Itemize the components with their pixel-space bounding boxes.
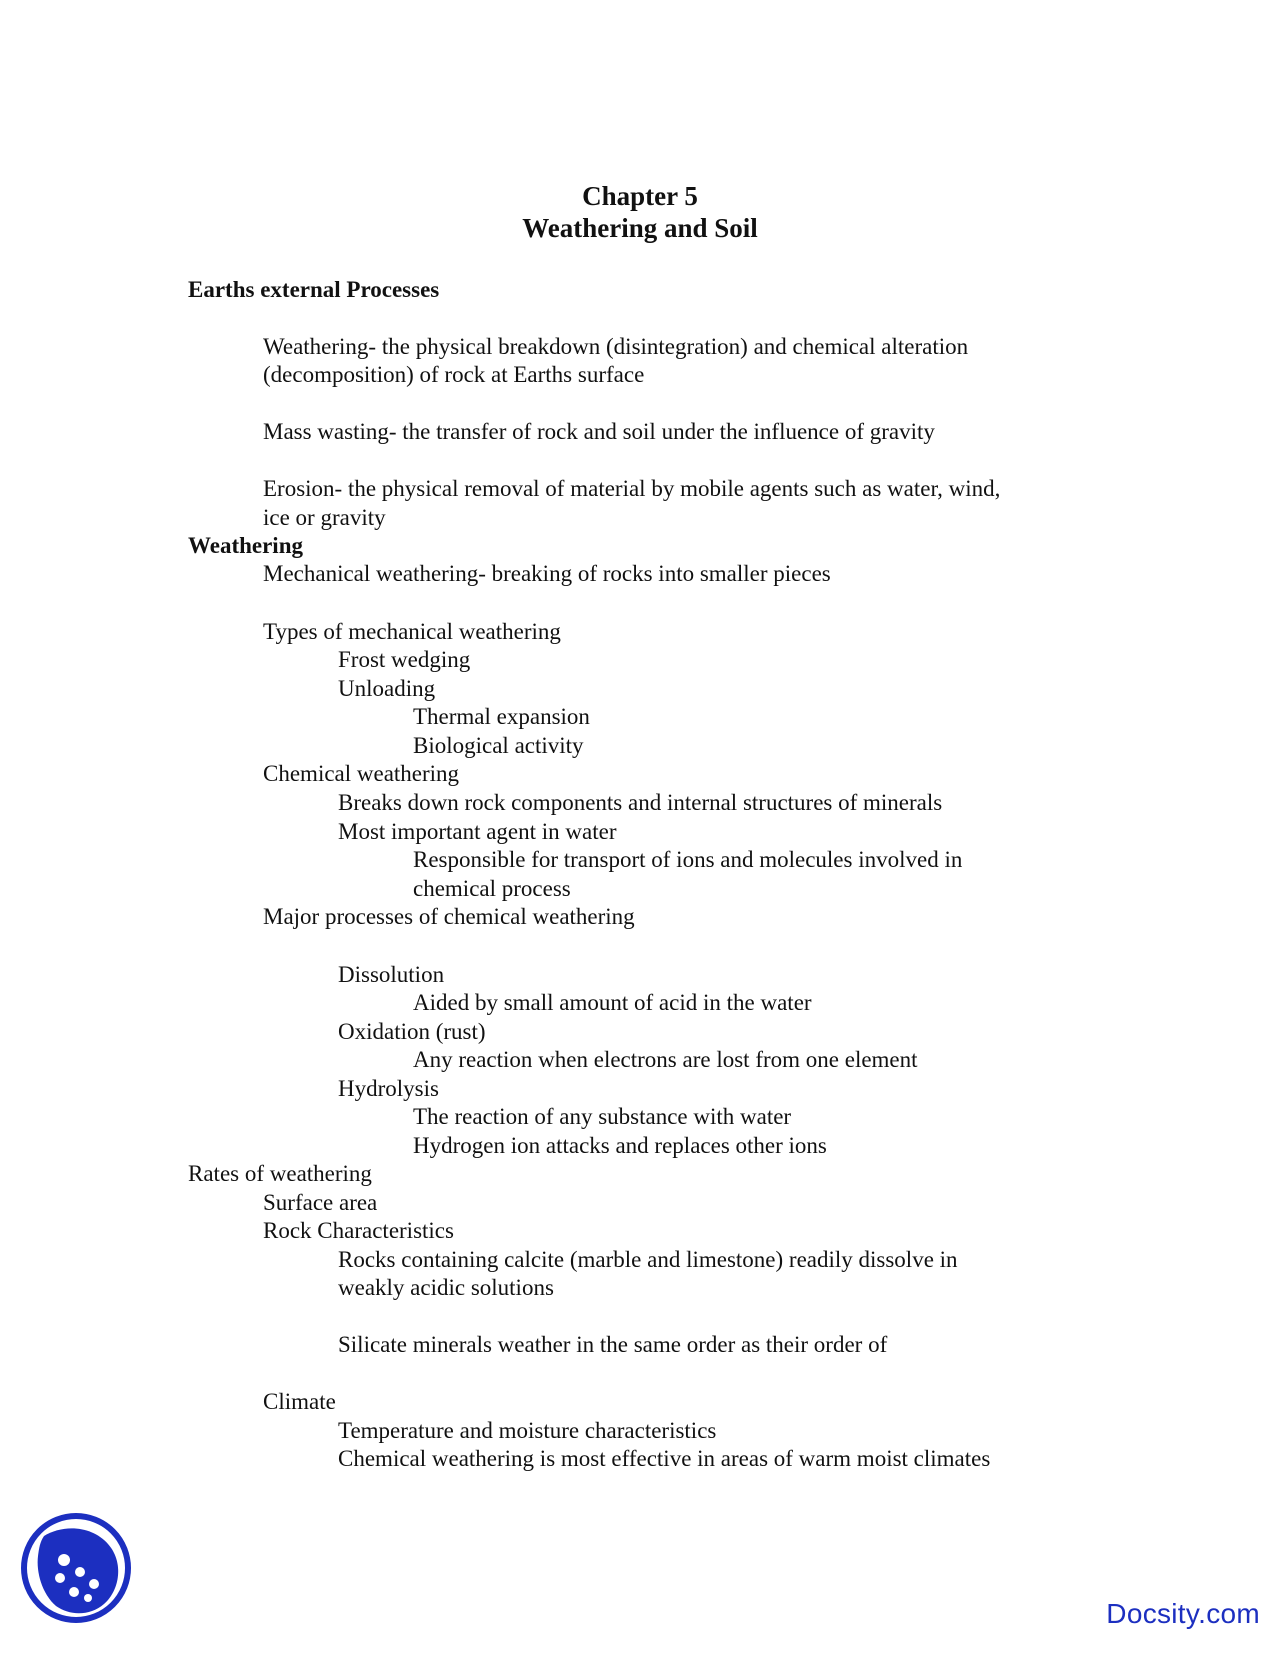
text-line: ice or gravity [263, 505, 386, 530]
section-heading: Weathering [188, 533, 303, 558]
text-line: Most important agent in water [338, 819, 617, 844]
chapter-heading: Chapter 5 [582, 181, 698, 211]
text-line: Chemical weathering [263, 761, 460, 786]
text-line: Frost wedging [338, 647, 471, 672]
section-heading: Earths external Processes [188, 277, 440, 302]
text-line: weakly acidic solutions [338, 1275, 554, 1300]
chapter-title: Weathering and Soil [522, 213, 758, 243]
docsity-logo-icon[interactable] [20, 1512, 132, 1624]
text-line: Rates of weathering [188, 1161, 372, 1186]
text-line: Major processes of chemical weathering [263, 904, 635, 929]
text-line: Unloading [338, 676, 436, 701]
text-line: Any reaction when electrons are lost from one element [413, 1047, 918, 1072]
text-line: (decomposition) of rock at Earths surface [263, 362, 645, 387]
text-line: Chemical weathering is most effective in areas of warm moist climates [338, 1446, 991, 1471]
text-line: Erosion- the physical removal of material by mobile agents such as water, wind, [263, 476, 1001, 501]
text-line: Silicate minerals weather in the same order as their order of [338, 1332, 888, 1357]
text-line: Dissolution [338, 962, 445, 987]
text-line: Mechanical weathering- breaking of rocks into smaller pieces [263, 561, 831, 586]
text-line: chemical process [413, 876, 571, 901]
text-line: Surface area [263, 1190, 378, 1215]
text-line: Climate [263, 1389, 336, 1414]
text-line: Types of mechanical weathering [263, 619, 561, 644]
text-line: Hydrogen ion attacks and replaces other ions [413, 1133, 827, 1158]
text-line: Thermal expansion [413, 704, 590, 729]
text-line: Rock Characteristics [263, 1218, 454, 1243]
text-line: Aided by small amount of acid in the water [413, 990, 812, 1015]
text-line: Mass wasting- the transfer of rock and soil under the influence of gravity [263, 419, 935, 444]
text-line: Temperature and moisture characteristics [338, 1418, 717, 1443]
docsity-brand-link[interactable]: Docsity.com [1106, 1598, 1260, 1629]
text-line: Oxidation (rust) [338, 1019, 486, 1044]
text-line: The reaction of any substance with water [413, 1104, 792, 1129]
text-line: Hydrolysis [338, 1076, 439, 1101]
text-line: Breaks down rock components and internal structures of minerals [338, 790, 943, 815]
text-line: Biological activity [413, 733, 584, 758]
text-line: Weathering- the physical breakdown (disintegration) and chemical alteration [263, 334, 969, 359]
text-line: Rocks containing calcite (marble and limestone) readily dissolve in [338, 1247, 958, 1272]
text-line: Responsible for transport of ions and molecules involved in [413, 847, 963, 872]
